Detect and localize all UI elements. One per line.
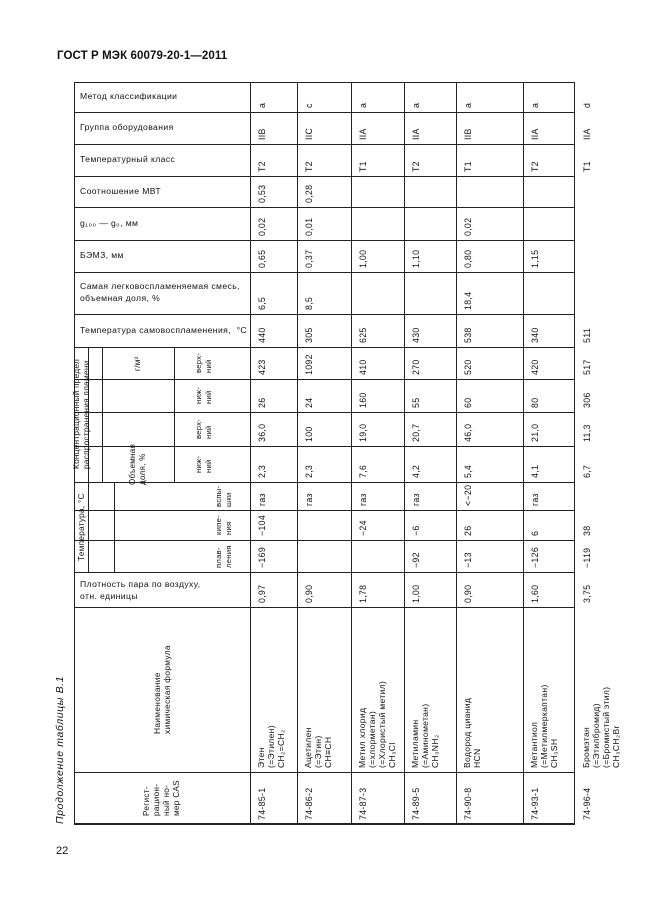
label-melting-point: плав- ления: [214, 544, 233, 568]
label-concentration-limits: Концентрационный предел распространения пламени: [72, 358, 91, 469]
cell-melt: −119: [582, 547, 592, 568]
cell-glow: 306: [582, 392, 592, 408]
cell-ghigh: 410: [358, 359, 368, 375]
cell-ait: 625: [358, 327, 368, 343]
cell-vlow: 5,4: [463, 464, 473, 478]
rule-line: [74, 347, 575, 348]
cell-tc: T1: [582, 161, 592, 172]
cell-name: Ацетилен (=Этин) CH≡CH: [303, 727, 333, 768]
cell-vhigh: 19,0: [358, 423, 368, 442]
cell-vd: 1,00: [411, 584, 421, 603]
cell-mc: a: [358, 102, 368, 108]
cell-boil: 38: [582, 525, 592, 536]
cell-melt: −126: [530, 546, 540, 568]
cell-eg: IIA: [582, 128, 592, 140]
cell-melt: −92: [411, 552, 421, 568]
label-gm3-upper: верх- ний: [194, 352, 213, 373]
cell-tc: T2: [530, 161, 540, 172]
cell-mc: a: [530, 102, 540, 108]
rule-line: [102, 347, 103, 482]
rule-line: [574, 82, 575, 824]
cell-mc: d: [582, 102, 592, 108]
label-mit-ratio: Соотношение МВТ: [80, 185, 161, 196]
rule-line: [74, 482, 575, 483]
cell-ait: 430: [411, 327, 421, 343]
cell-name: Метил хлорид (=хлорметан) (=Хлористый метил) CH₃Cl: [357, 680, 397, 768]
cell-vhigh: 21,0: [530, 423, 540, 442]
cell-vd: 1,78: [358, 584, 368, 603]
cell-boil: −24: [358, 520, 368, 536]
cell-bemz: 1,10: [411, 249, 421, 268]
label-volume-fraction-unit: Объемная доля, %: [128, 443, 147, 485]
cell-name: Бромэтан (=Этилбромид) (=Бромистый этил) CH₃CH₂Br: [581, 686, 621, 768]
rule-line: [74, 540, 575, 541]
cell-flash: газ: [257, 493, 267, 506]
rule-line: [456, 82, 457, 824]
cell-cas: 74-85-1: [257, 787, 267, 820]
cell-melt: −13: [463, 552, 473, 568]
label-cas-number: Регист- рацион- ный но- мер CAS: [142, 780, 181, 816]
cell-cas: 74-89-5: [411, 787, 421, 820]
rule-line: [74, 112, 575, 113]
cell-mit: 0,28: [304, 184, 314, 203]
rule-line: [250, 82, 251, 824]
cell-name: Метантиол (=Метилмеркаптан) CH₃SH: [529, 684, 559, 768]
cell-glow: 80: [530, 397, 540, 408]
cell-bemz: 0,80: [463, 249, 473, 268]
rule-line: [174, 347, 175, 482]
rule-line: [88, 482, 89, 572]
cell-flash: газ: [530, 493, 540, 506]
cell-vlow: 2,3: [304, 464, 314, 478]
cell-flash: газ: [411, 493, 421, 506]
rule-line: [74, 510, 575, 511]
cell-name: Водород цианид HCN: [462, 697, 482, 768]
rule-line: [114, 482, 115, 572]
cell-cas: 74-87-3: [358, 787, 368, 820]
cell-vhigh: 100: [304, 426, 314, 442]
cell-mlm: 8,5: [304, 296, 314, 310]
cell-mc: a: [411, 102, 421, 108]
rule-line: [74, 572, 575, 573]
cell-boil: 6: [530, 530, 540, 536]
cell-boil: −104: [257, 514, 267, 536]
data-table: [72, 82, 621, 824]
cell-vhigh: 20,7: [411, 423, 421, 442]
cell-vd: 0,97: [257, 584, 267, 603]
cell-vlow: 4,2: [411, 464, 421, 478]
cell-mit: 0,53: [257, 184, 267, 203]
label-vol-upper: верх- ний: [194, 418, 213, 439]
cell-vlow: 7,6: [358, 464, 368, 478]
label-autoignition-temperature: Температура самовоспламенения, °C: [80, 324, 248, 335]
cell-vlow: 2,3: [257, 464, 267, 478]
cell-eg: IIB: [463, 128, 473, 140]
cell-vhigh: 36,0: [257, 423, 267, 442]
cell-ghigh: 270: [411, 359, 421, 375]
rule-line: [74, 824, 575, 825]
cell-melt: −169: [257, 546, 267, 568]
cell-tc: T2: [257, 161, 267, 172]
cell-ait: 538: [463, 327, 473, 343]
cell-vd: 0,90: [463, 584, 473, 603]
cell-tc: T2: [411, 161, 421, 172]
rule-line: [404, 82, 405, 824]
cell-flash: газ: [358, 493, 368, 506]
label-temperature-class: Температурный класс: [80, 154, 176, 164]
rule-line: [74, 412, 575, 413]
cell-ait: 440: [257, 327, 267, 343]
rule-line: [74, 207, 575, 208]
label-vol-lower: ниж- ний: [194, 455, 213, 473]
cell-ghigh: 517: [582, 359, 592, 375]
rule-line: [74, 144, 575, 145]
cell-eg: IIA: [358, 128, 368, 140]
rule-line: [351, 82, 352, 824]
cell-eg: IIC: [304, 127, 314, 140]
cell-ait: 511: [582, 328, 592, 343]
cell-glow: 24: [304, 397, 314, 408]
cell-gd: 0,02: [463, 217, 473, 236]
cell-boil: 26: [463, 525, 473, 536]
rule-line: [74, 240, 575, 241]
cell-name: Метиламин (=Аминометан) CH₃NH₂: [410, 703, 440, 768]
label-method: Метод классификации: [80, 91, 178, 101]
cell-glow: 26: [257, 397, 267, 408]
rule-line: [74, 446, 575, 447]
cell-flash: газ: [304, 493, 314, 506]
label-boiling-point: кипе- ния: [214, 515, 233, 535]
label-flash-point: вспы- шки: [214, 485, 233, 507]
cell-eg: IIB: [257, 128, 267, 140]
rule-line: [74, 314, 575, 315]
rule-line: [523, 82, 524, 824]
cell-mlm: 18,4: [463, 291, 473, 310]
cell-eg: IIA: [411, 128, 421, 140]
label-name-formula: Наименование химическая формула: [152, 644, 172, 734]
label-most-ignitable-mixture: Самая легковоспламеняемая смесь, объемная доля, %: [80, 281, 240, 303]
rule-line: [74, 379, 575, 380]
rule-line: [74, 772, 575, 773]
cell-ghigh: 520: [463, 359, 473, 375]
label-bemz: БЭМЗ, мм: [80, 250, 124, 260]
continuation-caption: Продолжение таблицы В.1: [54, 675, 66, 824]
cell-ait: 305: [304, 327, 314, 343]
cell-glow: 55: [411, 397, 421, 408]
cell-cas: 74-90-8: [463, 787, 473, 820]
cell-vlow: 4,1: [530, 464, 540, 478]
cell-ghigh: 420: [530, 359, 540, 375]
cell-name: Этен (=Этилен) CH₂=CH₂: [256, 725, 286, 768]
label-vapor-density: Плотность пара по воздуху, отн. единицы: [80, 579, 201, 601]
cell-ait: 340: [530, 327, 540, 343]
cell-tc: T2: [304, 161, 314, 172]
cell-vd: 3,75: [582, 584, 592, 603]
label-gm3-lower: ниж- ний: [194, 386, 213, 404]
label-equipment-group: Группа оборудования: [80, 122, 174, 132]
cell-gd: 0,01: [304, 217, 314, 236]
cell-bemz: 1,00: [358, 249, 368, 268]
rule-line: [74, 607, 575, 608]
cell-bemz: 1,15: [530, 249, 540, 268]
cell-eg: IIA: [530, 128, 540, 140]
label-temperature: Температура, °C: [77, 493, 86, 561]
cell-flash: <−20: [463, 484, 473, 506]
page-number: 22: [56, 845, 69, 857]
cell-tc: T1: [358, 161, 368, 172]
cell-gd: 0,02: [257, 217, 267, 236]
cell-tc: T1: [463, 161, 473, 172]
standard-header: ГОСТ Р МЭК 60079-20-1—2011: [57, 50, 228, 62]
cell-cas: 74-96-4: [582, 787, 592, 820]
cell-cas: 74-93-1: [530, 787, 540, 820]
cell-glow: 60: [463, 397, 473, 408]
label-g-difference: g₁₀₀ — g₀, мм: [80, 217, 139, 228]
cell-boil: −6: [411, 525, 421, 536]
rule-line: [74, 176, 575, 177]
rule-line: [74, 272, 575, 273]
cell-bemz: 0,65: [257, 249, 267, 268]
cell-cas: 74-86-2: [304, 787, 314, 820]
cell-vhigh: 11,3: [582, 424, 592, 442]
cell-ghigh: 423: [257, 359, 267, 375]
cell-bemz: 0,37: [304, 249, 314, 268]
cell-mlm: 6,5: [257, 296, 267, 310]
cell-ghigh: 1092: [304, 354, 314, 375]
cell-vlow: 6,7: [582, 464, 592, 478]
cell-vd: 1,60: [530, 584, 540, 603]
label-g-m3-unit: г/м³: [133, 355, 142, 371]
cell-vhigh: 46,0: [463, 423, 473, 442]
cell-vd: 0,90: [304, 584, 314, 603]
rule-line: [74, 82, 575, 83]
cell-glow: 160: [358, 392, 368, 408]
cell-mc: c: [304, 103, 314, 108]
rule-line: [297, 82, 298, 824]
cell-mc: a: [257, 102, 267, 108]
cell-mc: a: [463, 102, 473, 108]
